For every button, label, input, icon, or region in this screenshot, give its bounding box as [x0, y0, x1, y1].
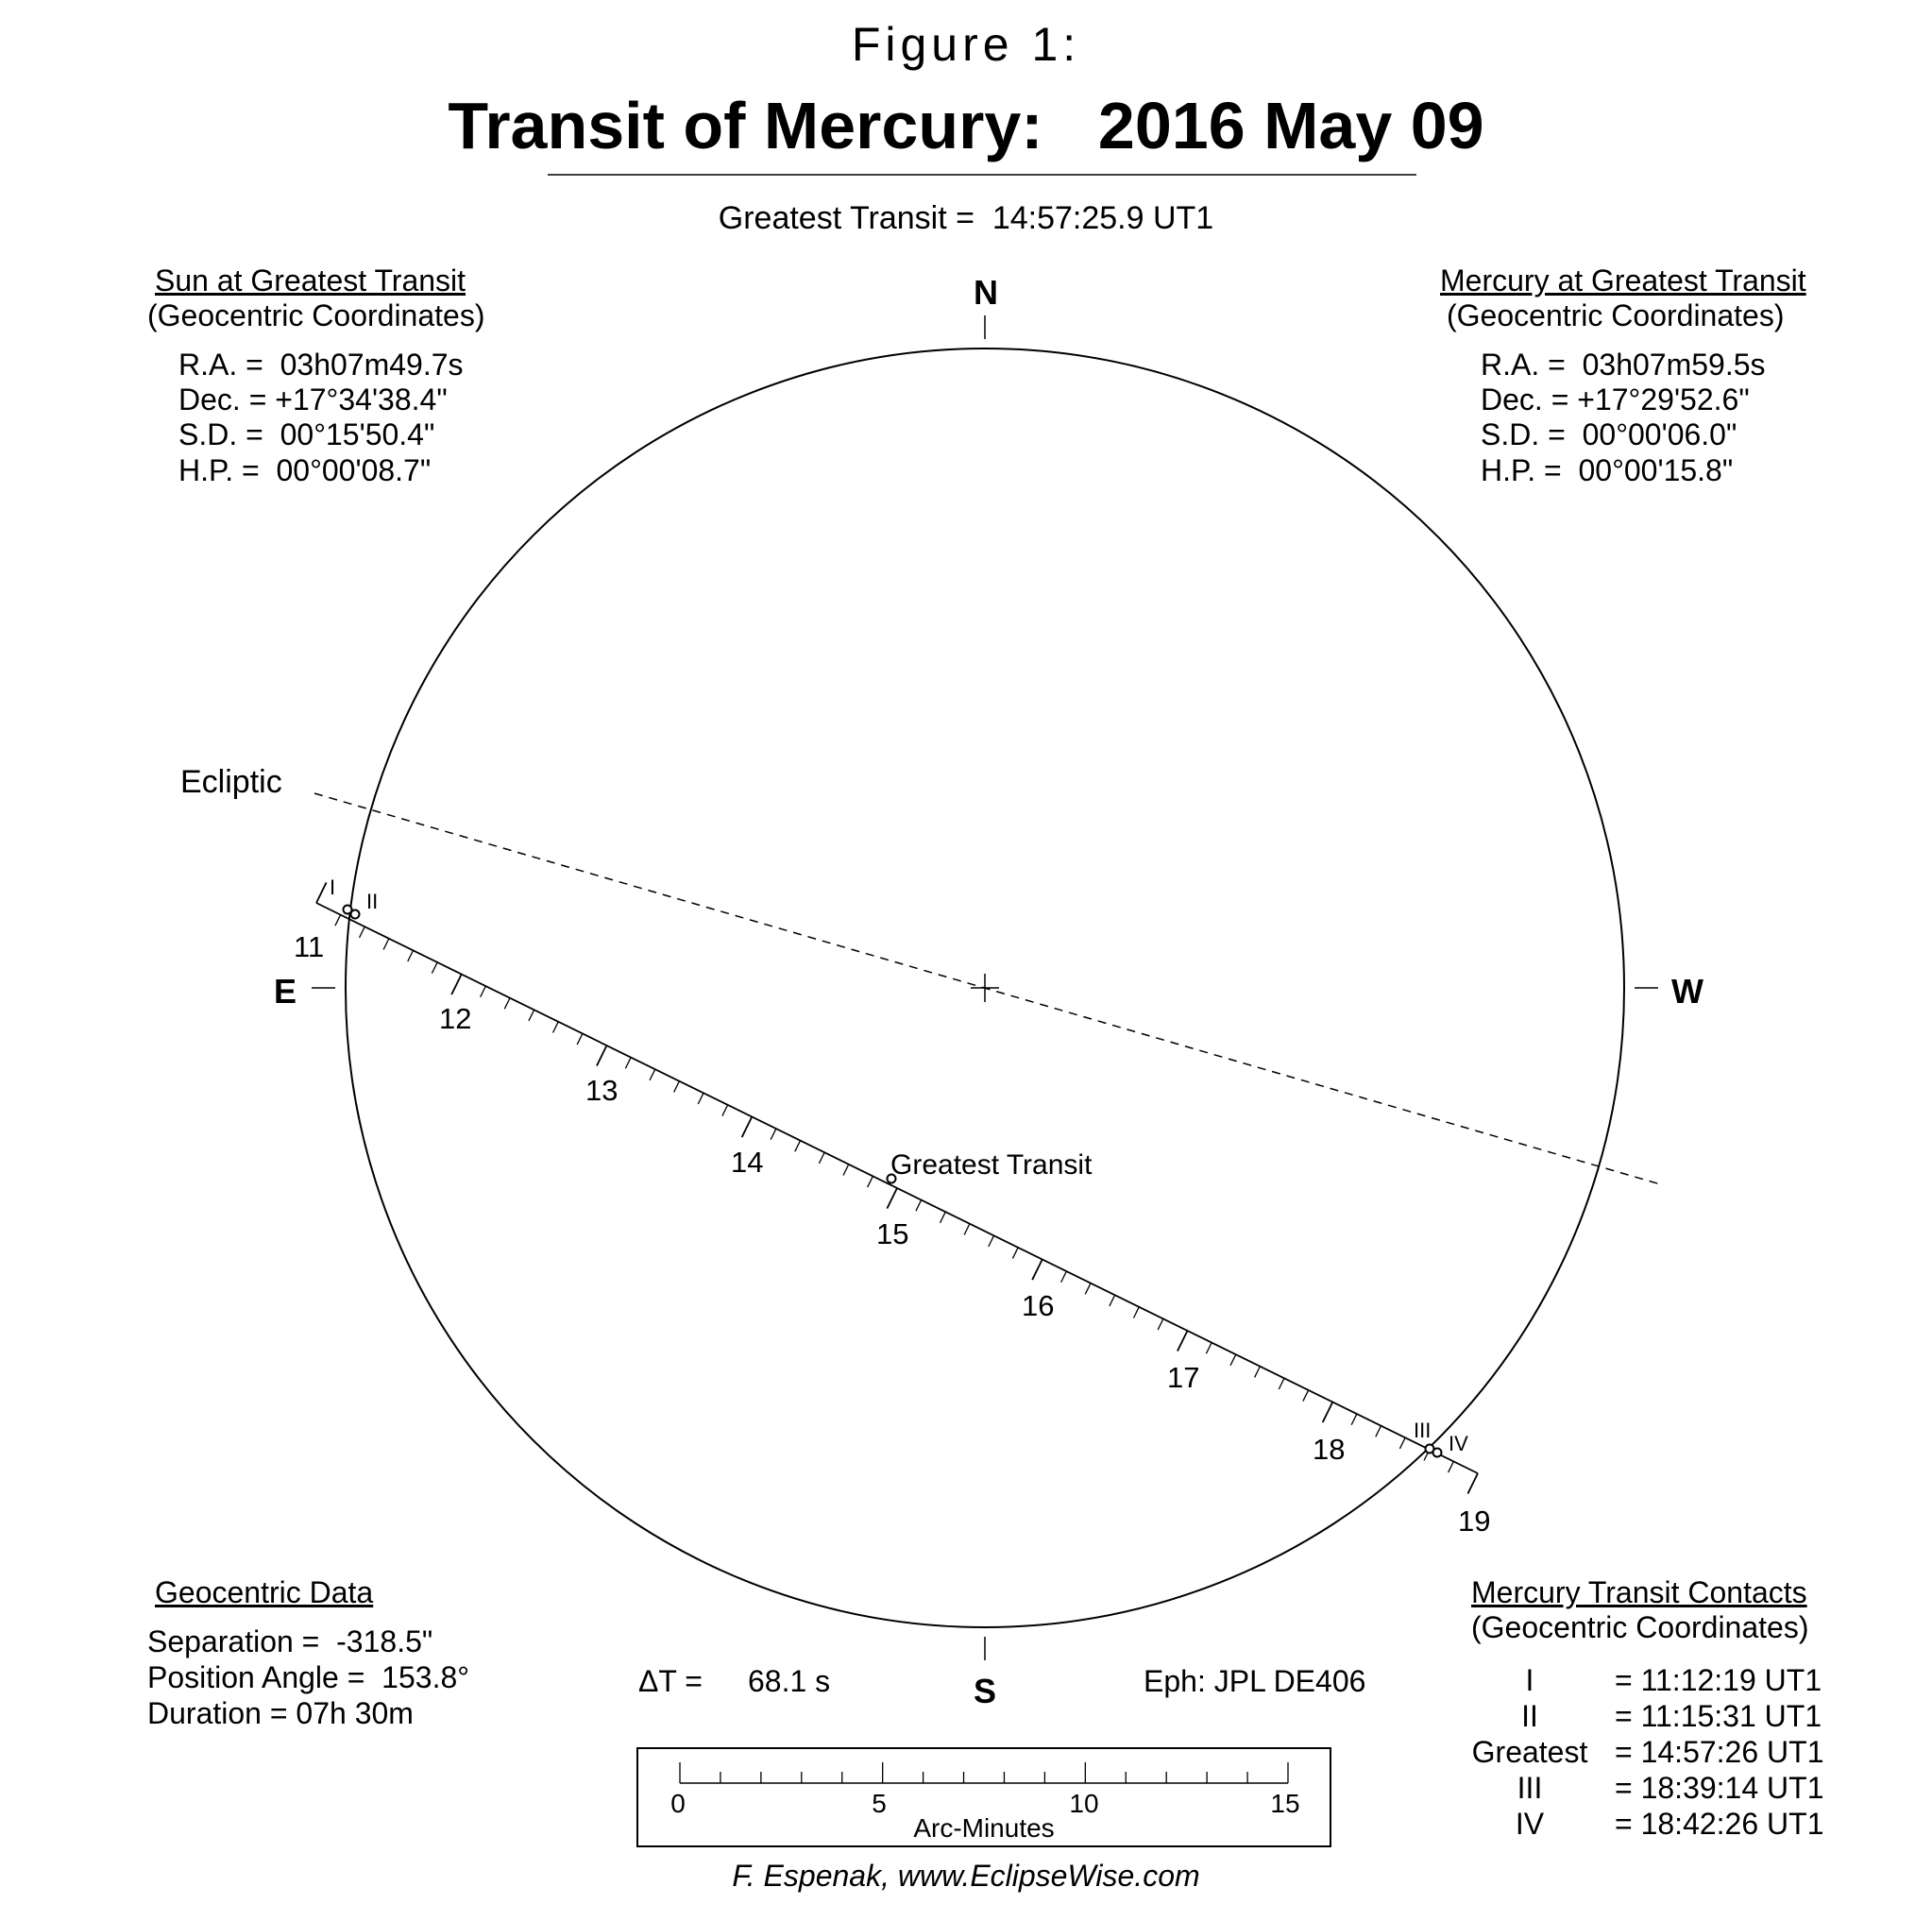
minor-tick — [553, 1022, 559, 1033]
minor-tick — [1303, 1390, 1309, 1402]
scale-tick-10: 10 — [1069, 1789, 1099, 1818]
ephemeris: Eph: JPL DE406 — [1144, 1664, 1366, 1698]
minor-tick — [360, 926, 365, 938]
delta-t-label: ΔT = — [638, 1664, 703, 1698]
minor-tick — [1061, 1271, 1067, 1283]
position-angle: Position Angle = 153.8° — [147, 1660, 470, 1694]
minor-tick — [504, 998, 510, 1010]
hour-tick — [887, 1188, 897, 1209]
geocentric-heading: Geocentric Data — [155, 1575, 374, 1609]
contact-marker-ii: II — [366, 890, 379, 913]
contact-name: IV — [1515, 1807, 1545, 1841]
mercury-heading: Mercury at Greatest Transit — [1440, 264, 1806, 298]
minor-tick — [650, 1069, 655, 1080]
minor-tick — [481, 986, 486, 997]
minor-tick — [771, 1129, 776, 1140]
minor-tick — [1230, 1354, 1236, 1366]
hour-label-19: 19 — [1458, 1504, 1491, 1538]
minor-tick — [843, 1164, 849, 1176]
minor-tick — [1449, 1461, 1454, 1472]
hour-label-17: 17 — [1167, 1361, 1200, 1394]
hour-tick — [1323, 1402, 1333, 1423]
credit: F. Espenak, www.EclipseWise.com — [732, 1859, 1200, 1893]
ecliptic-line — [314, 793, 1664, 1185]
west-label: W — [1671, 972, 1703, 1011]
mercury-subheading: (Geocentric Coordinates) — [1447, 298, 1785, 332]
contact-name: I — [1525, 1663, 1534, 1697]
sun-ra: R.A. = 03h07m49.7s — [178, 348, 464, 382]
contact-row — [1445, 1806, 1823, 1842]
transit-path — [316, 882, 1478, 1493]
hour-tick — [1467, 1473, 1478, 1494]
contact-row — [1445, 1698, 1823, 1734]
mercury-sd: S.D. = 00°00'06.0" — [1481, 417, 1737, 451]
contact-time: = 14:57:26 UT1 — [1615, 1735, 1824, 1769]
contacts-table — [1445, 1662, 1823, 1842]
minor-tick — [989, 1235, 994, 1247]
contacts-subheading: (Geocentric Coordinates) — [1471, 1610, 1809, 1644]
minor-tick — [1351, 1414, 1357, 1425]
minor-tick — [916, 1200, 922, 1212]
contact-row — [1445, 1734, 1823, 1770]
hour-label-11: 11 — [294, 930, 325, 963]
sun-dec: Dec. = +17°34'38.4" — [178, 382, 448, 416]
scale-tick-15: 15 — [1270, 1789, 1300, 1818]
contact-time: = 11:15:31 UT1 — [1615, 1699, 1822, 1733]
scale-tick-5: 5 — [872, 1789, 887, 1818]
contact-time: = 11:12:19 UT1 — [1615, 1663, 1822, 1697]
minor-tick — [1134, 1307, 1140, 1318]
north-label: N — [974, 273, 998, 312]
minor-tick — [1085, 1284, 1091, 1295]
hour-label-16: 16 — [1022, 1289, 1055, 1322]
minor-tick — [964, 1224, 970, 1235]
hour-label-12: 12 — [439, 1002, 472, 1035]
separation: Separation = -318.5" — [147, 1624, 433, 1658]
contact-row — [1445, 1662, 1823, 1698]
delta-t-value: 68.1 s — [748, 1664, 831, 1698]
hour-tick — [742, 1117, 753, 1138]
minor-tick — [1376, 1426, 1381, 1437]
hour-tick — [451, 975, 462, 995]
minor-tick — [1158, 1318, 1163, 1330]
minor-tick — [819, 1152, 824, 1164]
contact-name: Greatest — [1471, 1735, 1588, 1769]
minor-tick — [1206, 1343, 1212, 1354]
page-title: Transit of Mercury: 2016 May 09 — [448, 89, 1484, 162]
hour-tick — [1178, 1331, 1188, 1352]
east-label: E — [274, 972, 297, 1011]
minor-tick — [1255, 1367, 1261, 1378]
contact-marker-iv: IV — [1449, 1432, 1468, 1455]
scale-label: Arc-Minutes — [913, 1813, 1055, 1843]
hour-label-18: 18 — [1313, 1433, 1346, 1466]
greatest-transit-label: Greatest Transit — [890, 1149, 1093, 1181]
scale-tick-0: 0 — [670, 1789, 686, 1818]
contact-name: II — [1521, 1699, 1538, 1733]
contact-marker-i: I — [330, 876, 336, 899]
contact-name: III — [1517, 1771, 1543, 1805]
mercury-ra: R.A. = 03h07m59.5s — [1481, 348, 1766, 382]
greatest-transit-time: Greatest Transit = 14:57:25.9 UT1 — [718, 200, 1214, 236]
sun-subheading: (Geocentric Coordinates) — [147, 298, 485, 332]
ecliptic-label: Ecliptic — [180, 764, 282, 800]
contact-time: = 18:42:26 UT1 — [1615, 1807, 1824, 1841]
minor-tick — [941, 1212, 946, 1223]
minor-tick — [335, 915, 341, 926]
contact-time: = 18:39:14 UT1 — [1615, 1771, 1824, 1805]
minor-tick — [577, 1033, 583, 1045]
minor-tick — [1399, 1437, 1405, 1449]
sun-sd: S.D. = 00°15'50.4" — [178, 417, 435, 451]
minor-tick — [868, 1176, 873, 1187]
contact-marker-iii: III — [1414, 1419, 1432, 1442]
minor-tick — [698, 1093, 703, 1104]
mercury-hp: H.P. = 00°00'15.8" — [1481, 453, 1734, 487]
sun-heading: Sun at Greatest Transit — [155, 264, 466, 298]
figure-label: Figure 1: — [851, 18, 1081, 71]
contact-ii-point — [351, 910, 360, 919]
hour-tick — [1032, 1260, 1042, 1281]
minor-tick — [795, 1141, 801, 1152]
sun-hp: H.P. = 00°00'08.7" — [178, 453, 432, 487]
hour-tick — [597, 1046, 607, 1066]
minor-tick — [1279, 1378, 1284, 1389]
minor-tick — [529, 1010, 534, 1021]
minor-tick — [432, 962, 437, 974]
hour-tick — [316, 882, 327, 903]
mercury-dec: Dec. = +17°29'52.6" — [1481, 382, 1750, 416]
minor-tick — [625, 1058, 631, 1069]
contact-iv-point — [1433, 1449, 1442, 1457]
minor-tick — [408, 950, 414, 961]
south-label: S — [974, 1672, 997, 1710]
contact-row — [1445, 1770, 1823, 1806]
minor-tick — [674, 1081, 680, 1093]
contacts-heading: Mercury Transit Contacts — [1471, 1575, 1807, 1609]
minor-tick — [1110, 1295, 1115, 1306]
hour-label-13: 13 — [585, 1074, 619, 1107]
hour-label-14: 14 — [731, 1146, 764, 1179]
duration: Duration = 07h 30m — [147, 1696, 414, 1730]
minor-tick — [1012, 1248, 1018, 1259]
minor-tick — [722, 1105, 728, 1116]
minor-tick — [383, 939, 389, 950]
hour-label-15: 15 — [876, 1217, 909, 1250]
